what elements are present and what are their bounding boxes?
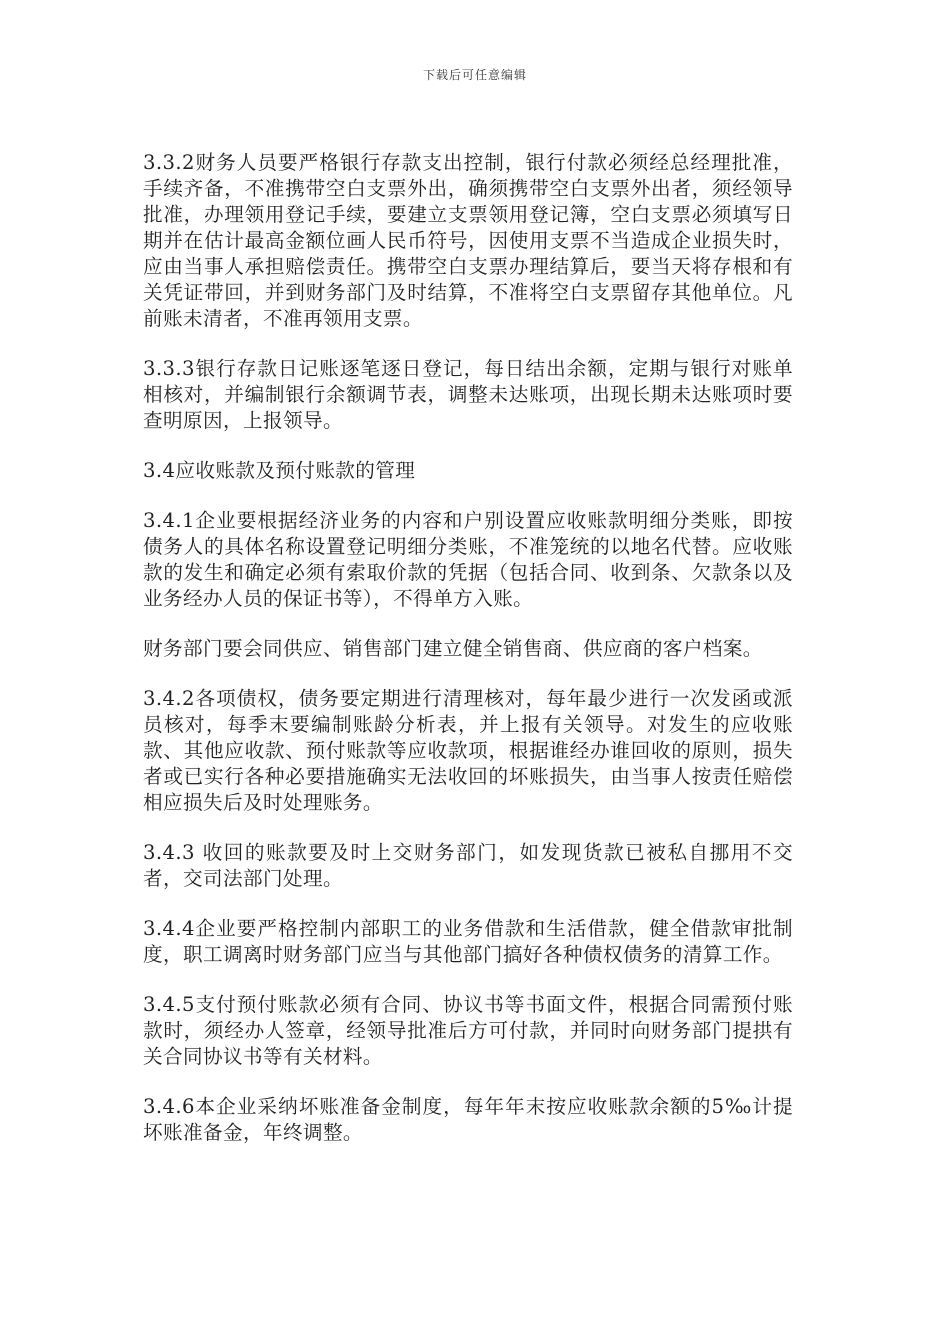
paragraph-3-4-2: 3.4.2各项债权，债务要定期进行清理核对，每年最少进行一次发函或派员核对，每季末要编制账龄分析表，并上报有关领导。对发生的应收账款、其他应收款、预付账款等应收款项，根据谁经办谁回收的原则，损失者或已实行各种必要措施确实无法收回的坏账损失，由当事人按责任赔偿相应损失后及时处理账务。	[143, 687, 793, 814]
paragraph-3-4-4: 3.4.4企业要严格控制内部职工的业务借款和生活借款，健全借款审批制度，职工调离时财务部门应当与其他部门搞好各种债权债务的清算工作。	[143, 917, 793, 966]
page-header: 下载后可任意编辑	[422, 68, 527, 82]
paragraph-3-4-6: 3.4.6本企业采纳坏账准备金制度，每年年末按应收账款余额的5‰计提坏账准备金，年终调整。	[143, 1095, 793, 1144]
paragraph-customer-archive: 财务部门要会同供应、销售部门建立健全销售商、供应商的客户档案。	[143, 637, 763, 660]
paragraph-3-4-5: 3.4.5支付预付账款必须有合同、协议书等书面文件，根据合同需预付账款时，须经办人签章，经领导批准后方可付款，并同时向财务部门提拱有关合同协议书等有关材料。	[143, 993, 793, 1068]
paragraph-3-3-3: 3.3.3银行存款日记账逐笔逐日登记，每日结出余额，定期与银行对账单相核对，并编制银行余额调节表，调整未达账项，出现长期未达账项时要查明原因，上报领导。	[143, 357, 793, 432]
paragraph-3-3-2: 3.3.2财务人员要严格银行存款支出控制，银行付款必须经总经理批准，手续齐备，不准携带空白支票外出，确须携带空白支票外出者，须经领导批准，办理领用登记手续，要建立支票领用登记簿，空白支票必须填写日期并在估计最高金额位画人民币符号，因使用支票不当造成企业损失时，应由当事人承担赔偿责任。携带空白支票办理结算后，要当天将存根和有关凭证带回，并到财务部门及时结算，不准将空白支票留存其他单位。凡前账未清者，不准再领用支票。	[143, 151, 793, 330]
paragraph-3-4-3: 3.4.3 收回的账款要及时上交财务部门，如发现货款已被私自挪用不交者，交司法部门处理。	[143, 841, 793, 890]
paragraph-3-4-1: 3.4.1企业要根据经济业务的内容和户别设置应收账款明细分类账，即按债务人的具体名称设置登记明细分类账，不准笼统的以地名代替。应收账款的发生和确定必须有索取价款的凭据（包括合同、收到条、欠款条以及业务经办人员的保证书等），不得单方入账。	[143, 509, 793, 610]
document-body	[143, 150, 793, 1170]
section-heading-3-4: 3.4应收账款及预付账款的管理	[143, 459, 416, 482]
